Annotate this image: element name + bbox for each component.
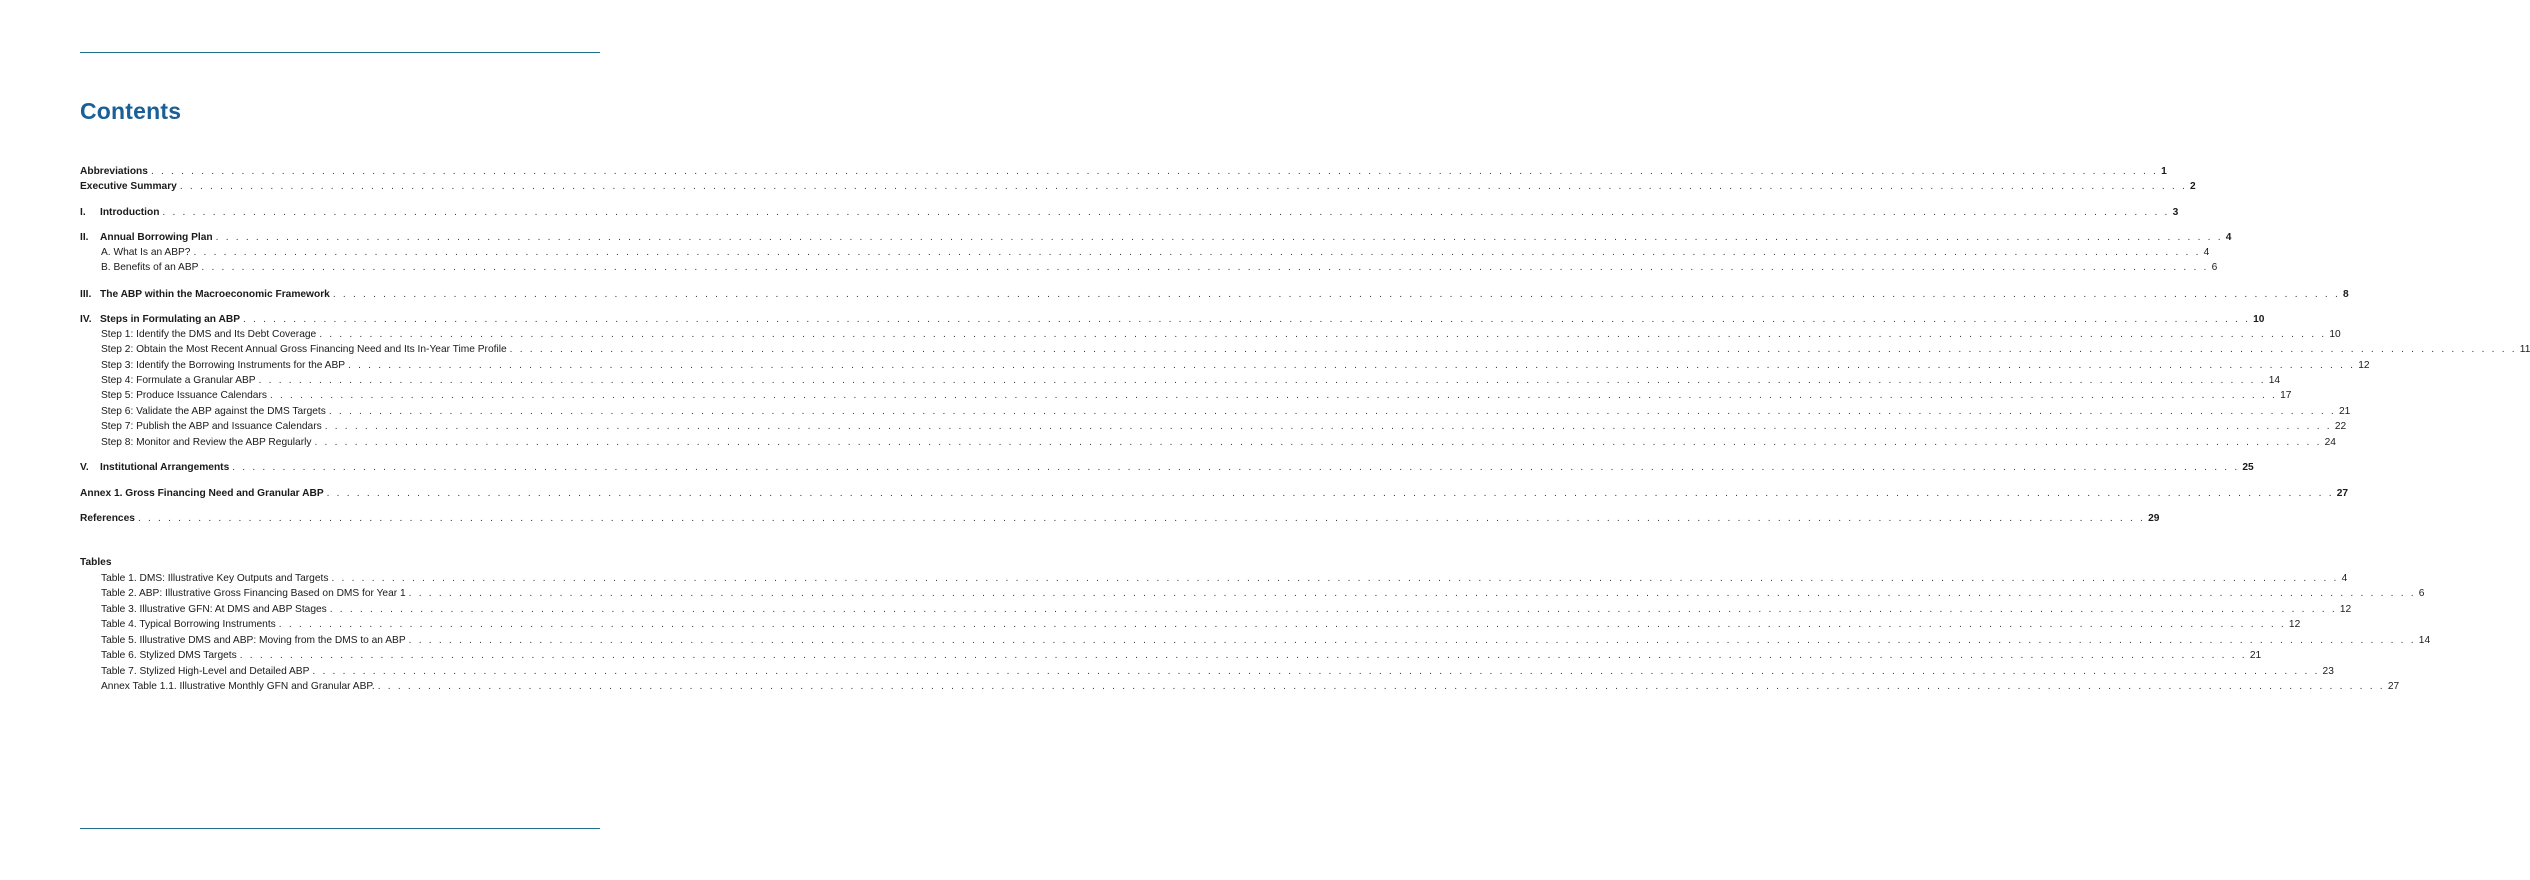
entry-label: Table 6. Stylized DMS Targets	[101, 650, 237, 661]
toc-entry[interactable]	[80, 180, 2196, 194]
table-entry[interactable]	[101, 572, 2348, 586]
top-rule	[80, 52, 600, 53]
section-number: I.	[80, 207, 86, 218]
dot-leader: . . . . . . . . . . . . . . . . . . . . . . . . . . . . . . . . . . . . . . . . . . . . . . . . . . . . . . . . . . . . . . . . . . . . . . . . . . . . . . . . . . . . . . . . . . . . . . . . . . . . . . . . . . . . . . . . . . . . . . . . . . . . . . . . . . . . . . . . . . . . . . . . . . . . . . . . . . . . . . . . . . . . . . . . . . . . . . . . . . . . . . . . . . . . . . . . . . . . . . . .	[193, 247, 2201, 258]
toc-subentry[interactable]	[101, 343, 2530, 357]
section-number: IV.	[80, 314, 92, 325]
entry-label: References	[80, 513, 135, 524]
entry-label: B. Benefits of an ABP	[101, 262, 199, 273]
page-number: 21	[2338, 406, 2351, 417]
dot-leader: . . . . . . . . . . . . . . . . . . . . . . . . . . . . . . . . . . . . . . . . . . . . . . . . . . . . . . . . . . . . . . . . . . . . . . . . . . . . . . . . . . . . . . . . . . . . . . . . . . . . . . . . . . . . . . . . . . . . . . . . . . . . . . . . . . . . . . . . . . . . . . . . . . . . . . . . . . . . . . . . . . . . . . . . . . . . . . . . . . . . . . . . . . . . . . . . . . . . . . . .	[314, 437, 2322, 448]
entry-label: Abbreviations	[80, 166, 148, 177]
entry-label: Steps in Formulating an ABP	[100, 314, 240, 325]
page-title: Contents	[80, 98, 182, 124]
dot-leader: . . . . . . . . . . . . . . . . . . . . . . . . . . . . . . . . . . . . . . . . . . . . . . . . . . . . . . . . . . . . . . . . . . . . . . . . . . . . . . . . . . . . . . . . . . . . . . . . . . . . . . . . . . . . . . . . . . . . . . . . . . . . . . . . . . . . . . . . . . . . . . . . . . . . . . . . . . . . . . . . . . . . . . . . . . . . . . . . . . . . . . . . . . . . . . . . . . . . . . . .	[215, 232, 2223, 243]
toc-entry[interactable]	[80, 288, 2349, 302]
page-number: 12	[2288, 619, 2301, 630]
entry-label: Table 2. ABP: Illustrative Gross Financing Based on DMS for Year 1	[101, 588, 406, 599]
page-number: 24	[2324, 437, 2336, 448]
dot-leader: . . . . . . . . . . . . . . . . . . . . . . . . . . . . . . . . . . . . . . . . . . . . . . . . . . . . . . . . . . . . . . . . . . . . . . . . . . . . . . . . . . . . . . . . . . . . . . . . . . . . . . . . . . . . . . . . . . . . . . . . . . . . . . . . . . . . . . . . . . . . . . . . . . . . . . . . . . . . . . . . . . . . . . . . . . . . . . . . . . . . . . . . . . . . . . . . . . . . . . . .	[278, 619, 2286, 630]
entry-label: Table 4. Typical Borrowing Instruments	[101, 619, 276, 630]
entry-label: Step 6: Validate the ABP against the DMS Targets	[101, 406, 326, 417]
page-number: 8	[2342, 289, 2349, 300]
dot-leader: . . . . . . . . . . . . . . . . . . . . . . . . . . . . . . . . . . . . . . . . . . . . . . . . . . . . . . . . . . . . . . . . . . . . . . . . . . . . . . . . . . . . . . . . . . . . . . . . . . . . . . . . . . . . . . . . . . . . . . . . . . . . . . . . . . . . . . . . . . . . . . . . . . . . . . . . . . . . . . . . . . . . . . . . . . . . . . . . . . . . . . . . . . . . . . . . . . . . . . . .	[137, 513, 2146, 524]
page-number: 12	[2339, 604, 2352, 615]
dot-leader: . . . . . . . . . . . . . . . . . . . . . . . . . . . . . . . . . . . . . . . . . . . . . . . . . . . . . . . . . . . . . . . . . . . . . . . . . . . . . . . . . . . . . . . . . . . . . . . . . . . . . . . . . . . . . . . . . . . . . . . . . . . . . . . . . . . . . . . . . . . . . . . . . . . . . . . . . . . . . . . . . . . . . . . . . . . . . . . . . . . . . . . . . . . . . . . . . . . . . . . .	[312, 666, 2320, 677]
dot-leader: . . . . . . . . . . . . . . . . . . . . . . . . . . . . . . . . . . . . . . . . . . . . . . . . . . . . . . . . . . . . . . . . . . . . . . . . . . . . . . . . . . . . . . . . . . . . . . . . . . . . . . . . . . . . . . . . . . . . . . . . . . . . . . . . . . . . . . . . . . . . . . . . . . . . . . . . . . . . . . . . . . . . . . . . . . . . . . . . . . . . . . . . . . . . . . . . . . . . . . . .	[150, 166, 2159, 177]
dot-leader: . . . . . . . . . . . . . . . . . . . . . . . . . . . . . . . . . . . . . . . . . . . . . . . . . . . . . . . . . . . . . . . . . . . . . . . . . . . . . . . . . . . . . . . . . . . . . . . . . . . . . . . . . . . . . . . . . . . . . . . . . . . . . . . . . . . . . . . . . . . . . . . . . . . . . . . . . . . . . . . . . . . . . . . . . . . . . . . . . . . . . . . . . . . . . . . . . . . . . . . .	[377, 681, 2385, 692]
page-number: 27	[2387, 681, 2400, 692]
dot-leader: . . . . . . . . . . . . . . . . . . . . . . . . . . . . . . . . . . . . . . . . . . . . . . . . . . . . . . . . . . . . . . . . . . . . . . . . . . . . . . . . . . . . . . . . . . . . . . . . . . . . . . . . . . . . . . . . . . . . . . . . . . . . . . . . . . . . . . . . . . . . . . . . . . . . . . . . . . . . . . . . . . . . . . . . . . . . . . . . . . . . . . . . . . . . . . . . . . . . . . . .	[509, 344, 2517, 355]
dot-leader: . . . . . . . . . . . . . . . . . . . . . . . . . . . . . . . . . . . . . . . . . . . . . . . . . . . . . . . . . . . . . . . . . . . . . . . . . . . . . . . . . . . . . . . . . . . . . . . . . . . . . . . . . . . . . . . . . . . . . . . . . . . . . . . . . . . . . . . . . . . . . . . . . . . . . . . . . . . . . . . . . . . . . . . . . . . . . . . . . . . . . . . . . . . . . . . . . . . . . . . .	[179, 181, 2187, 192]
entry-label: Annex Table 1.1. Illustrative Monthly GFN and Granular ABP.	[101, 681, 375, 692]
toc-subentry[interactable]	[101, 420, 2347, 434]
entry-label: Annex 1. Gross Financing Need and Granular ABP	[80, 488, 324, 499]
page-number: 11	[2519, 344, 2530, 355]
entry-label: Step 7: Publish the ABP and Issuance Calendars	[101, 421, 322, 432]
entry-label: A. What Is an ABP?	[101, 247, 191, 258]
dot-leader: . . . . . . . . . . . . . . . . . . . . . . . . . . . . . . . . . . . . . . . . . . . . . . . . . . . . . . . . . . . . . . . . . . . . . . . . . . . . . . . . . . . . . . . . . . . . . . . . . . . . . . . . . . . . . . . . . . . . . . . . . . . . . . . . . . . . . . . . . . . . . . . . . . . . . . . . . . . . . . . . . . . . . . . . . . . . . . . . . . . . . . . . . . . . . . . . . . . . . . . .	[328, 406, 2336, 417]
page-number: 14	[2418, 635, 2431, 646]
dot-leader: . . . . . . . . . . . . . . . . . . . . . . . . . . . . . . . . . . . . . . . . . . . . . . . . . . . . . . . . . . . . . . . . . . . . . . . . . . . . . . . . . . . . . . . . . . . . . . . . . . . . . . . . . . . . . . . . . . . . . . . . . . . . . . . . . . . . . . . . . . . . . . . . . . . . . . . . . . . . . . . . . . . . . . . . . . . . . . . . . . . . . . . . . . . . . . . . . . . . . . . .	[258, 375, 2266, 386]
dot-leader: . . . . . . . . . . . . . . . . . . . . . . . . . . . . . . . . . . . . . . . . . . . . . . . . . . . . . . . . . . . . . . . . . . . . . . . . . . . . . . . . . . . . . . . . . . . . . . . . . . . . . . . . . . . . . . . . . . . . . . . . . . . . . . . . . . . . . . . . . . . . . . . . . . . . . . . . . . . . . . . . . . . . . . . . . . . . . . . . . . . . . . . . . . . . . . . . . . . . . . . .	[319, 329, 2327, 340]
page-number: 10	[2329, 329, 2341, 340]
dot-leader: . . . . . . . . . . . . . . . . . . . . . . . . . . . . . . . . . . . . . . . . . . . . . . . . . . . . . . . . . . . . . . . . . . . . . . . . . . . . . . . . . . . . . . . . . . . . . . . . . . . . . . . . . . . . . . . . . . . . . . . . . . . . . . . . . . . . . . . . . . . . . . . . . . . . . . . . . . . . . . . . . . . . . . . . . . . . . . . . . . . . . . . . . . . . . . . . . . . . . . . .	[326, 488, 2334, 499]
entry-label: Table 3. Illustrative GFN: At DMS and ABP Stages	[101, 604, 327, 615]
page-number: 12	[2358, 360, 2370, 371]
page-number: 4	[2225, 232, 2232, 243]
section-number: II.	[80, 232, 89, 243]
table-entry[interactable]	[101, 603, 2352, 617]
dot-leader: . . . . . . . . . . . . . . . . . . . . . . . . . . . . . . . . . . . . . . . . . . . . . . . . . . . . . . . . . . . . . . . . . . . . . . . . . . . . . . . . . . . . . . . . . . . . . . . . . . . . . . . . . . . . . . . . . . . . . . . . . . . . . . . . . . . . . . . . . . . . . . . . . . . . . . . . . . . . . . . . . . . . . . . . . . . . . . . . . . . . . . . . . . . . . . . . . . . . . . . .	[408, 635, 2416, 646]
page-number: 27	[2336, 488, 2349, 499]
page-number: 3	[2172, 207, 2179, 218]
dot-leader: . . . . . . . . . . . . . . . . . . . . . . . . . . . . . . . . . . . . . . . . . . . . . . . . . . . . . . . . . . . . . . . . . . . . . . . . . . . . . . . . . . . . . . . . . . . . . . . . . . . . . . . . . . . . . . . . . . . . . . . . . . . . . . . . . . . . . . . . . . . . . . . . . . . . . . . . . . . . . . . . . . . . . . . . . . . . . . . . . . . . . . . . . . . . . . . . . . . . . . . .	[329, 604, 2337, 615]
page-number: 6	[2418, 588, 2425, 599]
entry-label: Annual Borrowing Plan	[100, 232, 213, 243]
entry-label: Step 1: Identify the DMS and Its Debt Coverage	[101, 329, 317, 340]
page-number: 1	[2161, 166, 2167, 177]
dot-leader: . . . . . . . . . . . . . . . . . . . . . . . . . . . . . . . . . . . . . . . . . . . . . . . . . . . . . . . . . . . . . . . . . . . . . . . . . . . . . . . . . . . . . . . . . . . . . . . . . . . . . . . . . . . . . . . . . . . . . . . . . . . . . . . . . . . . . . . . . . . . . . . . . . . . . . . . . . . . . . . . . . . . . . . . . . . . . . . . . . . . . . . . . . . . . . . . . . . . . . . .	[348, 360, 2356, 371]
entry-label: Table 5. Illustrative DMS and ABP: Moving from the DMS to an ABP	[101, 635, 406, 646]
toc-subentry[interactable]	[101, 389, 2292, 403]
table-entry[interactable]	[101, 665, 2334, 679]
toc-subentry[interactable]	[101, 359, 2370, 373]
dot-leader: . . . . . . . . . . . . . . . . . . . . . . . . . . . . . . . . . . . . . . . . . . . . . . . . . . . . . . . . . . . . . . . . . . . . . . . . . . . . . . . . . . . . . . . . . . . . . . . . . . . . . . . . . . . . . . . . . . . . . . . . . . . . . . . . . . . . . . . . . . . . . . . . . . . . . . . . . . . . . . . . . . . . . . . . . . . . . . . . . . . . . . . . . . . . . . . . . . . . . . . .	[332, 289, 2340, 300]
page-number: 4	[2341, 573, 2348, 584]
toc-entry[interactable]	[80, 206, 2179, 220]
toc-entry[interactable]	[80, 512, 2160, 526]
table-entry[interactable]	[101, 634, 2431, 648]
toc-subentry[interactable]	[101, 328, 2341, 342]
entry-label: Table 7. Stylized High-Level and Detailed ABP	[101, 666, 310, 677]
entry-label: Table 1. DMS: Illustrative Key Outputs and Targets	[101, 573, 329, 584]
dot-leader: . . . . . . . . . . . . . . . . . . . . . . . . . . . . . . . . . . . . . . . . . . . . . . . . . . . . . . . . . . . . . . . . . . . . . . . . . . . . . . . . . . . . . . . . . . . . . . . . . . . . . . . . . . . . . . . . . . . . . . . . . . . . . . . . . . . . . . . . . . . . . . . . . . . . . . . . . . . . . . . . . . . . . . . . . . . . . . . . . . . . . . . . . . . . . . . . . . . . . . . .	[331, 573, 2339, 584]
entry-label: Institutional Arrangements	[100, 462, 230, 473]
entry-label: Step 8: Monitor and Review the ABP Regularly	[101, 437, 312, 448]
page-number: 22	[2334, 421, 2347, 432]
table-entry[interactable]	[101, 587, 2425, 601]
dot-leader: . . . . . . . . . . . . . . . . . . . . . . . . . . . . . . . . . . . . . . . . . . . . . . . . . . . . . . . . . . . . . . . . . . . . . . . . . . . . . . . . . . . . . . . . . . . . . . . . . . . . . . . . . . . . . . . . . . . . . . . . . . . . . . . . . . . . . . . . . . . . . . . . . . . . . . . . . . . . . . . . . . . . . . . . . . . . . . . . . . . . . . . . . . . . . . . . . . . . . . . .	[162, 207, 2170, 218]
toc-subentry[interactable]	[101, 405, 2351, 419]
page-number: 2	[2189, 181, 2196, 192]
page-number: 4	[2203, 247, 2210, 258]
page-number: 21	[2249, 650, 2262, 661]
toc-entry[interactable]	[80, 313, 2265, 327]
dot-leader: . . . . . . . . . . . . . . . . . . . . . . . . . . . . . . . . . . . . . . . . . . . . . . . . . . . . . . . . . . . . . . . . . . . . . . . . . . . . . . . . . . . . . . . . . . . . . . . . . . . . . . . . . . . . . . . . . . . . . . . . . . . . . . . . . . . . . . . . . . . . . . . . . . . . . . . . . . . . . . . . . . . . . . . . . . . . . . . . . . . . . . . . . . . . . . . . . . . . . . . .	[232, 462, 2240, 473]
entry-label: Introduction	[100, 207, 160, 218]
page-number: 10	[2253, 314, 2265, 325]
table-entry[interactable]	[101, 618, 2301, 632]
tables-heading: Tables	[80, 557, 112, 568]
dot-leader: . . . . . . . . . . . . . . . . . . . . . . . . . . . . . . . . . . . . . . . . . . . . . . . . . . . . . . . . . . . . . . . . . . . . . . . . . . . . . . . . . . . . . . . . . . . . . . . . . . . . . . . . . . . . . . . . . . . . . . . . . . . . . . . . . . . . . . . . . . . . . . . . . . . . . . . . . . . . . . . . . . . . . . . . . . . . . . . . . . . . . . . . . . . . . . . . . . . . . . . .	[269, 390, 2278, 401]
toc-entry[interactable]	[80, 487, 2349, 501]
entry-label: Step 4: Formulate a Granular ABP	[101, 375, 256, 386]
section-number: III.	[80, 289, 92, 300]
entry-label: Step 2: Obtain the Most Recent Annual Gross Financing Need and Its In-Year Time Profile	[101, 344, 507, 355]
dot-leader: . . . . . . . . . . . . . . . . . . . . . . . . . . . . . . . . . . . . . . . . . . . . . . . . . . . . . . . . . . . . . . . . . . . . . . . . . . . . . . . . . . . . . . . . . . . . . . . . . . . . . . . . . . . . . . . . . . . . . . . . . . . . . . . . . . . . . . . . . . . . . . . . . . . . . . . . . . . . . . . . . . . . . . . . . . . . . . . . . . . . . . . . . . . . . . . . . . . . . . . .	[243, 314, 2251, 325]
table-entry[interactable]	[101, 649, 2262, 663]
toc-subentry[interactable]	[101, 246, 2210, 260]
toc-entry[interactable]	[80, 461, 2254, 475]
dot-leader: . . . . . . . . . . . . . . . . . . . . . . . . . . . . . . . . . . . . . . . . . . . . . . . . . . . . . . . . . . . . . . . . . . . . . . . . . . . . . . . . . . . . . . . . . . . . . . . . . . . . . . . . . . . . . . . . . . . . . . . . . . . . . . . . . . . . . . . . . . . . . . . . . . . . . . . . . . . . . . . . . . . . . . . . . . . . . . . . . . . . . . . . . . . . . . . . . . . . . . . .	[239, 650, 2247, 661]
toc-subentry[interactable]	[101, 436, 2336, 450]
page-number: 23	[2322, 666, 2334, 677]
dot-leader: . . . . . . . . . . . . . . . . . . . . . . . . . . . . . . . . . . . . . . . . . . . . . . . . . . . . . . . . . . . . . . . . . . . . . . . . . . . . . . . . . . . . . . . . . . . . . . . . . . . . . . . . . . . . . . . . . . . . . . . . . . . . . . . . . . . . . . . . . . . . . . . . . . . . . . . . . . . . . . . . . . . . . . . . . . . . . . . . . . . . . . . . . . . . . . . . . . . . . . . .	[201, 262, 2209, 273]
page-number: 14	[2268, 375, 2281, 386]
entry-label: The ABP within the Macroeconomic Framework	[100, 289, 330, 300]
toc-entry[interactable]	[80, 231, 2232, 245]
table-entry[interactable]	[101, 680, 2400, 694]
toc-entry[interactable]	[80, 165, 2167, 179]
bottom-rule	[80, 828, 600, 829]
toc-subentry[interactable]	[101, 261, 2218, 275]
section-number: V.	[80, 462, 89, 473]
page-number: 25	[2242, 462, 2254, 473]
page-number: 17	[2280, 390, 2292, 401]
dot-leader: . . . . . . . . . . . . . . . . . . . . . . . . . . . . . . . . . . . . . . . . . . . . . . . . . . . . . . . . . . . . . . . . . . . . . . . . . . . . . . . . . . . . . . . . . . . . . . . . . . . . . . . . . . . . . . . . . . . . . . . . . . . . . . . . . . . . . . . . . . . . . . . . . . . . . . . . . . . . . . . . . . . . . . . . . . . . . . . . . . . . . . . . . . . . . . . . . . . . . . . .	[408, 588, 2416, 599]
page-number: 29	[2148, 513, 2160, 524]
toc-subentry[interactable]	[101, 374, 2281, 388]
entry-label: Step 5: Produce Issuance Calendars	[101, 390, 267, 401]
dot-leader: . . . . . . . . . . . . . . . . . . . . . . . . . . . . . . . . . . . . . . . . . . . . . . . . . . . . . . . . . . . . . . . . . . . . . . . . . . . . . . . . . . . . . . . . . . . . . . . . . . . . . . . . . . . . . . . . . . . . . . . . . . . . . . . . . . . . . . . . . . . . . . . . . . . . . . . . . . . . . . . . . . . . . . . . . . . . . . . . . . . . . . . . . . . . . . . . . . . . . . . .	[324, 421, 2332, 432]
entry-label: Executive Summary	[80, 181, 177, 192]
entry-label: Step 3: Identify the Borrowing Instruments for the ABP	[101, 360, 346, 371]
page-number: 6	[2211, 262, 2218, 273]
